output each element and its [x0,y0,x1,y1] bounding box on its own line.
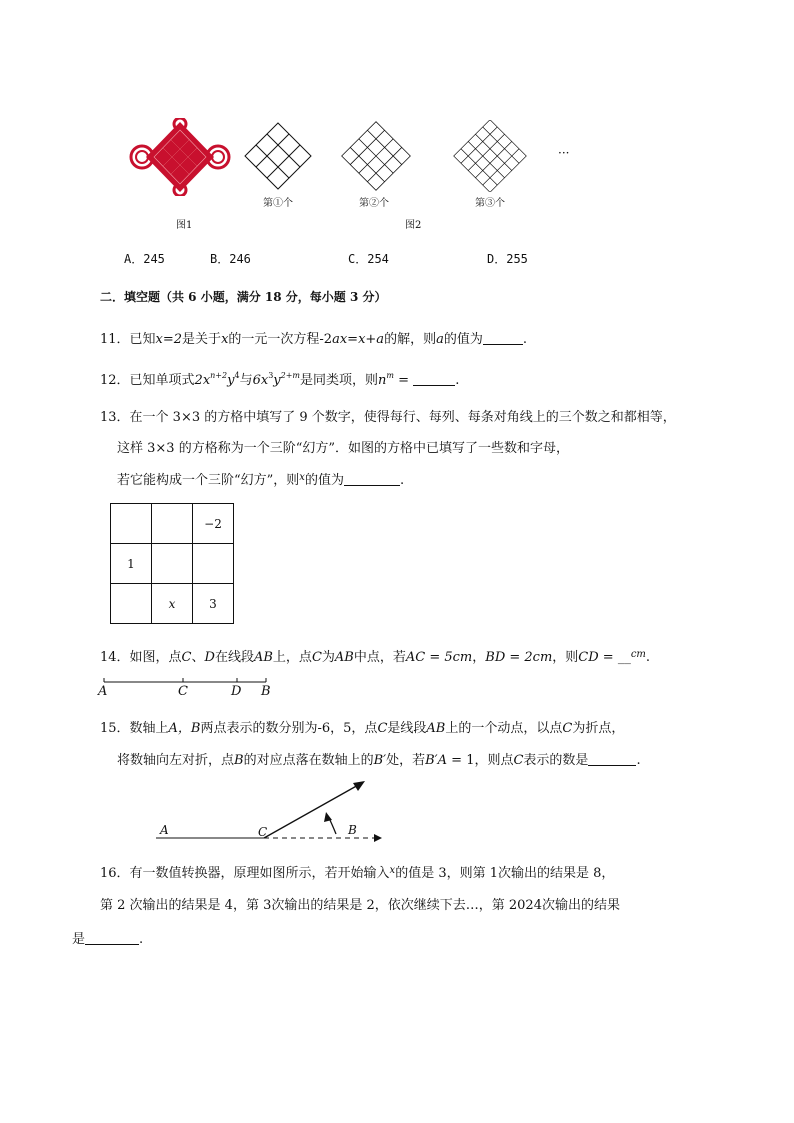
question-13-line-2: 这样 3×3 的方格称为一个三阶“幻方”．如图的方格中已填写了一些数和字母， [117,441,569,456]
question-15-line-1 [100,717,624,736]
q12-exponent: n+2 [210,371,228,380]
grid-cell [152,504,193,544]
q12-math: y [227,373,235,388]
chinese-knot-icon [128,118,232,196]
q15-label-a: A [160,823,169,837]
q13-text: . [399,473,405,488]
q11-math: x+a [358,332,385,347]
option-c: C．254 [348,252,389,266]
lattice-2 [342,122,411,191]
figure-2-item-1-label: 第①个 [263,198,293,209]
grid-cell [152,544,193,584]
question-16-line-1 [100,862,614,881]
q14-math: C [311,650,322,665]
option-b: B．246 [210,252,251,266]
q15-math: B′A [425,753,448,768]
q15-math: B′ [373,753,387,768]
q16-text: 是 [72,932,86,947]
q14-text: 为 [321,650,335,665]
question-14 [100,646,650,665]
answer-blank[interactable] [85,932,139,945]
q12-text: . [455,373,460,388]
answer-blank[interactable] [588,753,636,766]
q15-math: B [234,753,244,768]
q11-math: ax [332,332,348,347]
q15-math: AB [426,721,446,736]
q11-text: 的一元一次方程-2 [228,332,333,347]
magic-square-grid [110,503,234,624]
q11-text: 的值为 [443,332,483,347]
q14-math: CD = __ [578,650,631,665]
lattice-1 [245,123,311,189]
q11-text: 是关于 [182,332,222,347]
question-11 [100,328,527,347]
q14-math: AC = 5cm [405,650,473,665]
q15-text: 表示的数是 [523,753,589,768]
q11-text: 11．已知 [100,332,156,347]
q14-text: 14．如图，点 [100,650,182,665]
q15-text: = 1，则点 [447,753,514,768]
q15-math: C [377,721,388,736]
q15-text: 为折点， [572,721,625,736]
figure-2-item-2-label: 第②个 [359,198,389,209]
q14-label-a: A [98,684,108,699]
q12-text: 12．已知单项式 [100,373,195,388]
lattice-3 [454,120,527,192]
q12-math: y [273,373,281,388]
question-13-line-3 [117,469,404,488]
q11-math: x=2 [155,332,183,347]
q15-text: 将数轴向左对折，点 [117,753,235,768]
figure-2-caption: 图2 [405,220,422,231]
q14-label-c: C [178,684,188,699]
q12-exponent: 3 [268,371,274,380]
number-line-fold-diagram [150,776,390,848]
q11-math: a [436,332,444,347]
q12-exponent: 4 [234,371,240,380]
answer-blank[interactable] [344,473,400,486]
grid-cell: x [152,584,193,624]
question-16-line-3 [72,928,143,947]
q14-label-d: D [231,684,242,699]
q15-text: 上的一个动点，以点 [445,721,563,736]
q15-text: . [636,753,641,768]
q16-text: 16．有一数值转换器，原理如图所示，若开始输入 [100,866,390,881]
line-segment-diagram [94,672,284,702]
figure-1-caption: 图1 [176,220,193,231]
q12-text: 是同类项，则 [300,373,379,388]
answer-blank[interactable] [483,332,523,345]
figure-2-lattices [244,120,584,192]
grid-cell: 1 [111,544,152,584]
q16-text: 的值是 3，则第 1次输出的结果是 8， [395,866,615,881]
q14-math: C [181,650,192,665]
q12-exponent: 2+m [280,371,301,380]
option-d: D．255 [487,252,528,266]
q16-text: . [139,932,144,947]
q15-text: 两点表示的数分别为-6，5，点 [200,721,378,736]
q15-text: 的对应点落在数轴上的 [243,753,374,768]
grid-row [111,584,234,624]
figure-2-item-3-label: 第③个 [475,198,505,209]
q16-math: x [389,865,396,876]
option-a: A．245 [124,252,165,266]
q13-text: 若它能构成一个三阶“幻方”，则 [117,473,300,488]
q15-fold-figure [150,776,390,848]
q14-label-b: B [261,684,271,699]
question-13-line-1: 13．在一个 3×3 的方格中填写了 9 个数字，使得每行、每列、每条对角线上的三个数之和都相等， [100,410,676,425]
grid-cell [193,544,234,584]
section-2-heading: 二．填空题（共 6 小题，满分 18 分，每小题 3 分） [100,290,387,304]
q15-math: A，B [168,721,201,736]
grid-cell [111,584,152,624]
q11-math: x [221,332,229,347]
q14-text: 、 [191,650,205,665]
q14-math: AB [334,650,354,665]
q12-math: 6x [252,373,269,388]
q15-math: C [562,721,573,736]
q12-text: 与 [239,373,253,388]
q14-math: BD = 2cm [485,650,553,665]
q15-text: 处，若 [386,753,426,768]
q15-label-b: B [348,823,357,837]
q12-exponent: m [386,371,395,380]
q14-text: ，则 [552,650,579,665]
figure-1-chinese-knot [128,118,232,196]
q14-text: . [645,650,651,665]
question-15-line-2 [117,749,641,768]
q15-math: C [513,753,524,768]
question-16-line-2: 第 2 次输出的结果是 4，第 3次输出的结果是 2，依次继续下去…，第 2024次输出的结果 [100,898,620,913]
q14-text: 在线段 [214,650,254,665]
q13-text: 的值为 [304,473,344,488]
q14-math: AB [253,650,273,665]
q12-math: = [394,373,414,388]
answer-blank[interactable] [413,373,455,386]
q14-text: 上，点 [272,650,312,665]
q15-text: 是线段 [387,721,427,736]
grid-row [111,504,234,544]
q13-math: x [299,472,305,483]
q14-math: D [204,650,215,665]
q11-math: = [347,332,359,347]
q11-text: . [522,332,527,347]
grid-cell: 3 [193,584,234,624]
grid-cell: −2 [193,504,234,544]
q12-math: n [378,373,387,388]
q15-text: 15．数轴上 [100,721,169,736]
diamond-lattice-sequence [244,120,584,192]
figure-2-ellipsis: ··· [558,146,570,160]
q14-unit: cm [630,649,646,660]
grid-row [111,544,234,584]
question-12 [100,369,459,388]
q14-text: 中点，若 [353,650,406,665]
q11-text: 的解，则 [384,332,437,347]
grid-cell [111,504,152,544]
q14-segment-figure [94,672,284,702]
q14-text: ， [472,650,486,665]
q12-math: 2x [194,373,211,388]
q15-label-c: C [258,825,268,839]
